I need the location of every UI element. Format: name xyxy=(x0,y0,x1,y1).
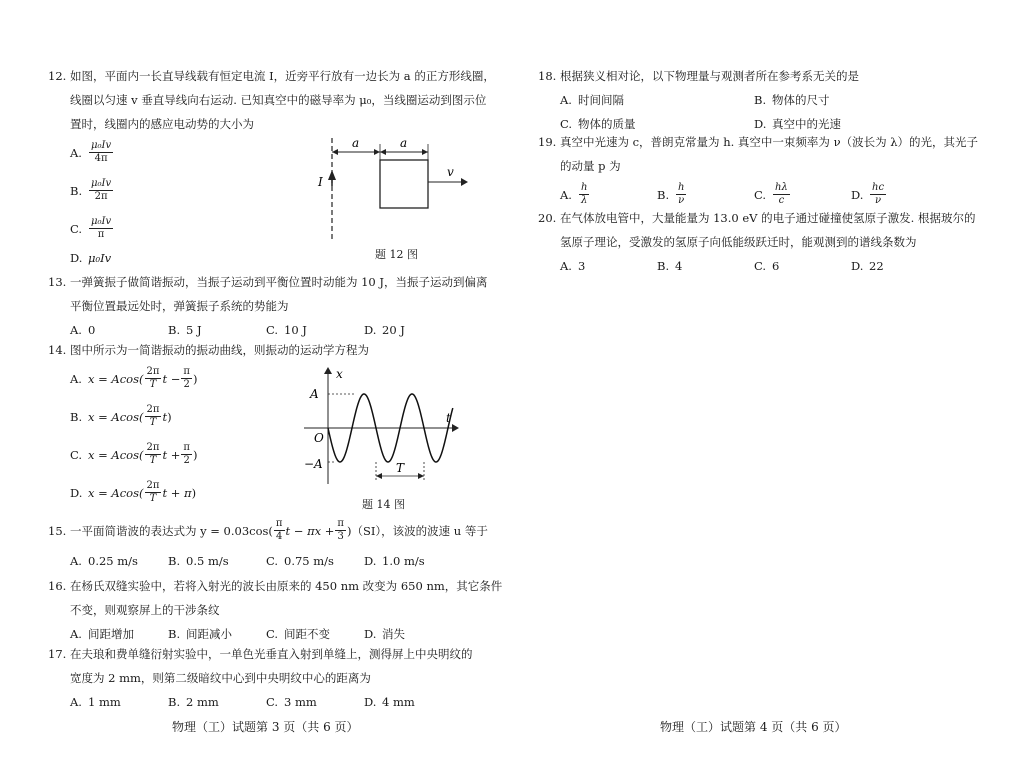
q18-options-row1 xyxy=(538,88,998,112)
fraction xyxy=(181,442,192,467)
label-x: x xyxy=(336,367,343,381)
option-text: 20 J xyxy=(382,323,405,337)
question-number: 20. xyxy=(538,211,557,225)
label-O: O xyxy=(314,431,324,445)
option-label: B. xyxy=(168,695,181,709)
formula-suffix: ) xyxy=(167,409,172,424)
numerator: h xyxy=(581,182,588,193)
option-a[interactable] xyxy=(560,88,754,112)
option-text: 间距不变 xyxy=(284,627,330,641)
option-label: B. xyxy=(168,554,181,568)
option-text: 0.5 m/s xyxy=(186,554,229,568)
question-text: 置时，线圈内的感应电动势的大小为 xyxy=(70,117,254,131)
question-text: 真空中光速为 c，普朗克常量为 h. 真空中一束频率为 ν（波长为 λ）的光，其光子 xyxy=(559,135,979,149)
question-number: 14. xyxy=(48,343,67,357)
q15-options xyxy=(48,549,488,573)
option-label: D. xyxy=(851,187,864,202)
option-text: 3 mm xyxy=(284,695,317,709)
denominator: 2 xyxy=(183,379,190,390)
label-a1: a xyxy=(352,136,360,150)
option-text: 时间间隔 xyxy=(578,93,624,107)
option-d[interactable] xyxy=(851,254,948,278)
option-label: B. xyxy=(754,93,767,107)
arrow-right-icon xyxy=(452,424,459,432)
option-b[interactable] xyxy=(754,88,948,112)
question-18 xyxy=(538,64,998,136)
fraction xyxy=(145,480,162,505)
option-text: 22 xyxy=(869,259,884,273)
option-label: C. xyxy=(560,117,573,131)
denominator: T xyxy=(149,379,157,390)
q14-figure xyxy=(296,362,466,492)
option-label: D. xyxy=(364,627,377,641)
question-text: 在夫琅和费单缝衍射实验中，一单色光垂直入射到单缝上，测得屏上中央明纹的 xyxy=(69,647,473,661)
question-16 xyxy=(48,574,503,646)
arrow-right-icon xyxy=(461,178,468,186)
denominator: T xyxy=(149,455,157,466)
question-text: 的动量 p 为 xyxy=(560,159,621,173)
fraction xyxy=(274,518,285,543)
option-label: C. xyxy=(266,554,279,568)
option-label: C. xyxy=(70,221,83,236)
fraction xyxy=(335,518,346,543)
q19-options xyxy=(538,182,1008,207)
question-text: 如图，平面内一长直导线载有恒定电流 I，近旁平行放有一边长为 a 的正方形线圈， xyxy=(69,69,495,83)
fraction xyxy=(145,366,162,391)
fraction xyxy=(89,140,113,165)
label-A: A xyxy=(310,387,319,401)
option-label: C. xyxy=(754,259,767,273)
denominator: π xyxy=(97,229,105,240)
option-b[interactable] xyxy=(168,549,266,573)
option-label: D. xyxy=(70,485,83,500)
label-T: T xyxy=(396,461,405,475)
numerator: 2π xyxy=(146,404,160,415)
formula-prefix: x = Acos( xyxy=(88,409,144,424)
option-label: C. xyxy=(266,627,279,641)
option-text: 物体的质量 xyxy=(578,117,636,131)
figure-caption: 题 14 图 xyxy=(362,498,405,511)
question-number: 18. xyxy=(538,69,557,83)
denominator: c xyxy=(778,195,785,206)
question-text: 不变，则观察屏上的干涉条纹 xyxy=(70,603,220,617)
numerator: 2π xyxy=(146,442,160,453)
option-b[interactable] xyxy=(168,690,266,714)
question-text: 平衡位置最远处时，弹簧振子系统的势能为 xyxy=(70,299,289,313)
option-b[interactable] xyxy=(70,404,172,429)
numerator: 2π xyxy=(146,366,160,377)
denominator: 4 xyxy=(276,531,283,542)
option-label: D. xyxy=(70,251,83,265)
fraction xyxy=(773,182,790,207)
option-d[interactable] xyxy=(364,690,462,714)
question-19 xyxy=(538,130,1008,207)
option-label: B. xyxy=(168,323,181,337)
label-I: I xyxy=(318,175,323,189)
option-label: B. xyxy=(657,259,670,273)
option-label: C. xyxy=(754,187,767,202)
option-label: B. xyxy=(70,409,83,424)
formula-middle: t + xyxy=(162,447,181,462)
denominator: 2π xyxy=(94,191,108,202)
fraction xyxy=(145,442,162,467)
option-text: 1 mm xyxy=(88,695,121,709)
label-v: v xyxy=(447,165,454,179)
numerator: 2π xyxy=(146,480,160,491)
numerator: μ₀Iv xyxy=(91,140,112,151)
question-text: )（SI），该波的波速 u 等于 xyxy=(346,523,488,538)
question-17 xyxy=(48,642,488,714)
formula-prefix: x = Acos( xyxy=(88,371,144,386)
label-t: t xyxy=(446,411,451,425)
option-text: 10 J xyxy=(284,323,307,337)
formula-middle: t xyxy=(162,409,168,424)
option-d[interactable] xyxy=(70,480,196,505)
option-text: 6 xyxy=(772,259,780,273)
question-text: 图中所示为一简谐振动的振动曲线，则振动的运动学方程为 xyxy=(69,343,369,357)
option-a[interactable] xyxy=(70,140,114,165)
option-text: 间距减小 xyxy=(186,627,232,641)
question-number: 16. xyxy=(48,579,67,593)
fraction xyxy=(676,182,686,207)
option-label: C. xyxy=(266,695,279,709)
formula-prefix: x = Acos( xyxy=(88,447,144,462)
formula-suffix: ) xyxy=(192,371,198,386)
denominator: 3 xyxy=(337,531,344,542)
option-d[interactable] xyxy=(364,549,462,573)
option-text: 真空中的光速 xyxy=(772,117,841,131)
option-text: 3 xyxy=(578,259,586,273)
q17-options xyxy=(48,690,488,714)
question-text: t − πx + xyxy=(285,523,335,538)
question-text: 根据狭义相对论，以下物理量与观测者所在参考系无关的是 xyxy=(559,69,859,83)
denominator: λ xyxy=(581,195,588,206)
option-text: 5 J xyxy=(186,323,202,337)
denominator: T xyxy=(149,493,157,504)
option-b[interactable] xyxy=(657,254,754,278)
option-label: D. xyxy=(364,323,377,337)
label-a2: a xyxy=(400,136,408,150)
formula-suffix: ) xyxy=(191,485,197,500)
formula-middle: t + π xyxy=(162,485,192,500)
option-label: D. xyxy=(851,259,864,273)
formula-middle: t − xyxy=(162,371,181,386)
denominator: ν xyxy=(874,195,882,206)
fraction xyxy=(89,178,113,203)
fraction xyxy=(579,182,589,207)
question-text: 在气体放电管中，大量能量为 13.0 eV 的电子通过碰撞使氢原子激发. 根据玻尔的 xyxy=(559,211,976,225)
option-c[interactable] xyxy=(754,254,851,278)
option-label: A. xyxy=(70,554,82,568)
option-label: B. xyxy=(657,187,670,202)
arrow-up-icon xyxy=(324,367,332,374)
figure-caption: 题 12 图 xyxy=(375,248,418,261)
option-c[interactable] xyxy=(266,690,364,714)
denominator: 2 xyxy=(183,455,190,466)
question-20 xyxy=(538,206,1008,278)
formula-prefix: x = Acos( xyxy=(88,485,144,500)
option-label: A. xyxy=(70,371,82,386)
option-text: 物体的尺寸 xyxy=(772,93,830,107)
question-text: 宽度为 2 mm，则第二级暗纹中心到中央明纹中心的距离为 xyxy=(70,671,371,685)
q20-options xyxy=(538,254,1008,278)
option-text: 间距增加 xyxy=(88,627,134,641)
option-label: A. xyxy=(70,627,82,641)
option-text: 0.25 m/s xyxy=(88,554,138,568)
option-a[interactable] xyxy=(560,182,657,207)
numerator: π xyxy=(275,518,283,529)
option-label: A. xyxy=(70,323,82,337)
question-number: 12. xyxy=(48,69,67,83)
fraction xyxy=(181,366,192,391)
numerator: hλ xyxy=(775,182,788,193)
option-b[interactable] xyxy=(657,182,754,207)
option-text: 0 xyxy=(88,323,96,337)
option-a[interactable] xyxy=(560,254,657,278)
question-14 xyxy=(48,338,488,362)
formula-suffix: ) xyxy=(192,447,198,462)
question-text: 一平面简谐波的表达式为 y = 0.03cos( xyxy=(69,523,273,538)
fraction xyxy=(870,182,886,207)
fraction xyxy=(145,404,162,429)
option-text: μ₀Iv xyxy=(88,251,112,265)
option-label: C. xyxy=(70,447,83,462)
option-a[interactable] xyxy=(70,549,168,573)
option-text: 4 mm xyxy=(382,695,415,709)
question-number: 15. xyxy=(48,523,67,538)
denominator: 4π xyxy=(94,153,108,164)
numerator: π xyxy=(183,366,190,377)
option-label: A. xyxy=(560,259,572,273)
option-label: C. xyxy=(266,323,279,337)
question-15 xyxy=(48,518,488,573)
question-number: 13. xyxy=(48,275,67,289)
fraction xyxy=(89,216,113,241)
option-b[interactable] xyxy=(70,178,114,203)
option-text: 1.0 m/s xyxy=(382,554,425,568)
option-c[interactable] xyxy=(266,549,364,573)
question-text: 氢原子理论，受激发的氢原子向低能级跃迁时，能观测到的谱线条数为 xyxy=(560,235,917,249)
numerator: π xyxy=(337,518,344,529)
option-label: A. xyxy=(70,145,82,160)
label-negA: −A xyxy=(304,457,323,471)
question-text: 在杨氏双缝实验中，若将入射光的波长由原来的 450 nm 改变为 650 nm，其它条件 xyxy=(69,579,503,593)
option-text: 4 xyxy=(675,259,683,273)
question-number: 17. xyxy=(48,647,67,661)
denominator: ν xyxy=(678,195,685,206)
option-text: 消失 xyxy=(382,627,405,641)
question-number: 19. xyxy=(538,135,557,149)
option-a[interactable] xyxy=(70,690,168,714)
option-label: A. xyxy=(560,187,572,202)
square-coil xyxy=(380,160,428,208)
option-c[interactable] xyxy=(70,442,197,467)
option-label: D. xyxy=(364,695,377,709)
q12-figure xyxy=(310,130,480,245)
option-label: D. xyxy=(754,117,767,131)
question-13 xyxy=(48,270,488,342)
option-label: A. xyxy=(70,695,82,709)
option-c[interactable] xyxy=(754,182,851,207)
numerator: h xyxy=(678,182,685,193)
page-footer: 物理（工）试题第 3 页（共 6 页） xyxy=(172,720,359,734)
page-footer: 物理（工）试题第 4 页（共 6 页） xyxy=(660,720,847,734)
option-d[interactable] xyxy=(851,182,948,207)
denominator: T xyxy=(149,417,157,428)
numerator: μ₀Iv xyxy=(91,178,112,189)
numerator: μ₀Iv xyxy=(91,216,112,227)
option-c[interactable] xyxy=(70,216,114,241)
option-text: 0.75 m/s xyxy=(284,554,334,568)
numerator: π xyxy=(183,442,190,453)
option-label: B. xyxy=(168,627,181,641)
option-a[interactable] xyxy=(70,366,197,391)
numerator: hc xyxy=(872,182,885,193)
question-text: 线圈以匀速 v 垂直导线向右运动. 已知真空中的磁导率为 μ₀，当线圈运动到图示位 xyxy=(70,93,487,107)
option-label: A. xyxy=(560,93,572,107)
question-12 xyxy=(48,64,495,136)
option-label: B. xyxy=(70,183,83,198)
option-label: D. xyxy=(364,554,377,568)
option-text: 2 mm xyxy=(186,695,219,709)
question-text: 一弹簧振子做简谐振动，当振子运动到平衡位置时动能为 10 J，当振子运动到偏离 xyxy=(69,275,488,289)
option-d[interactable] xyxy=(70,246,111,270)
